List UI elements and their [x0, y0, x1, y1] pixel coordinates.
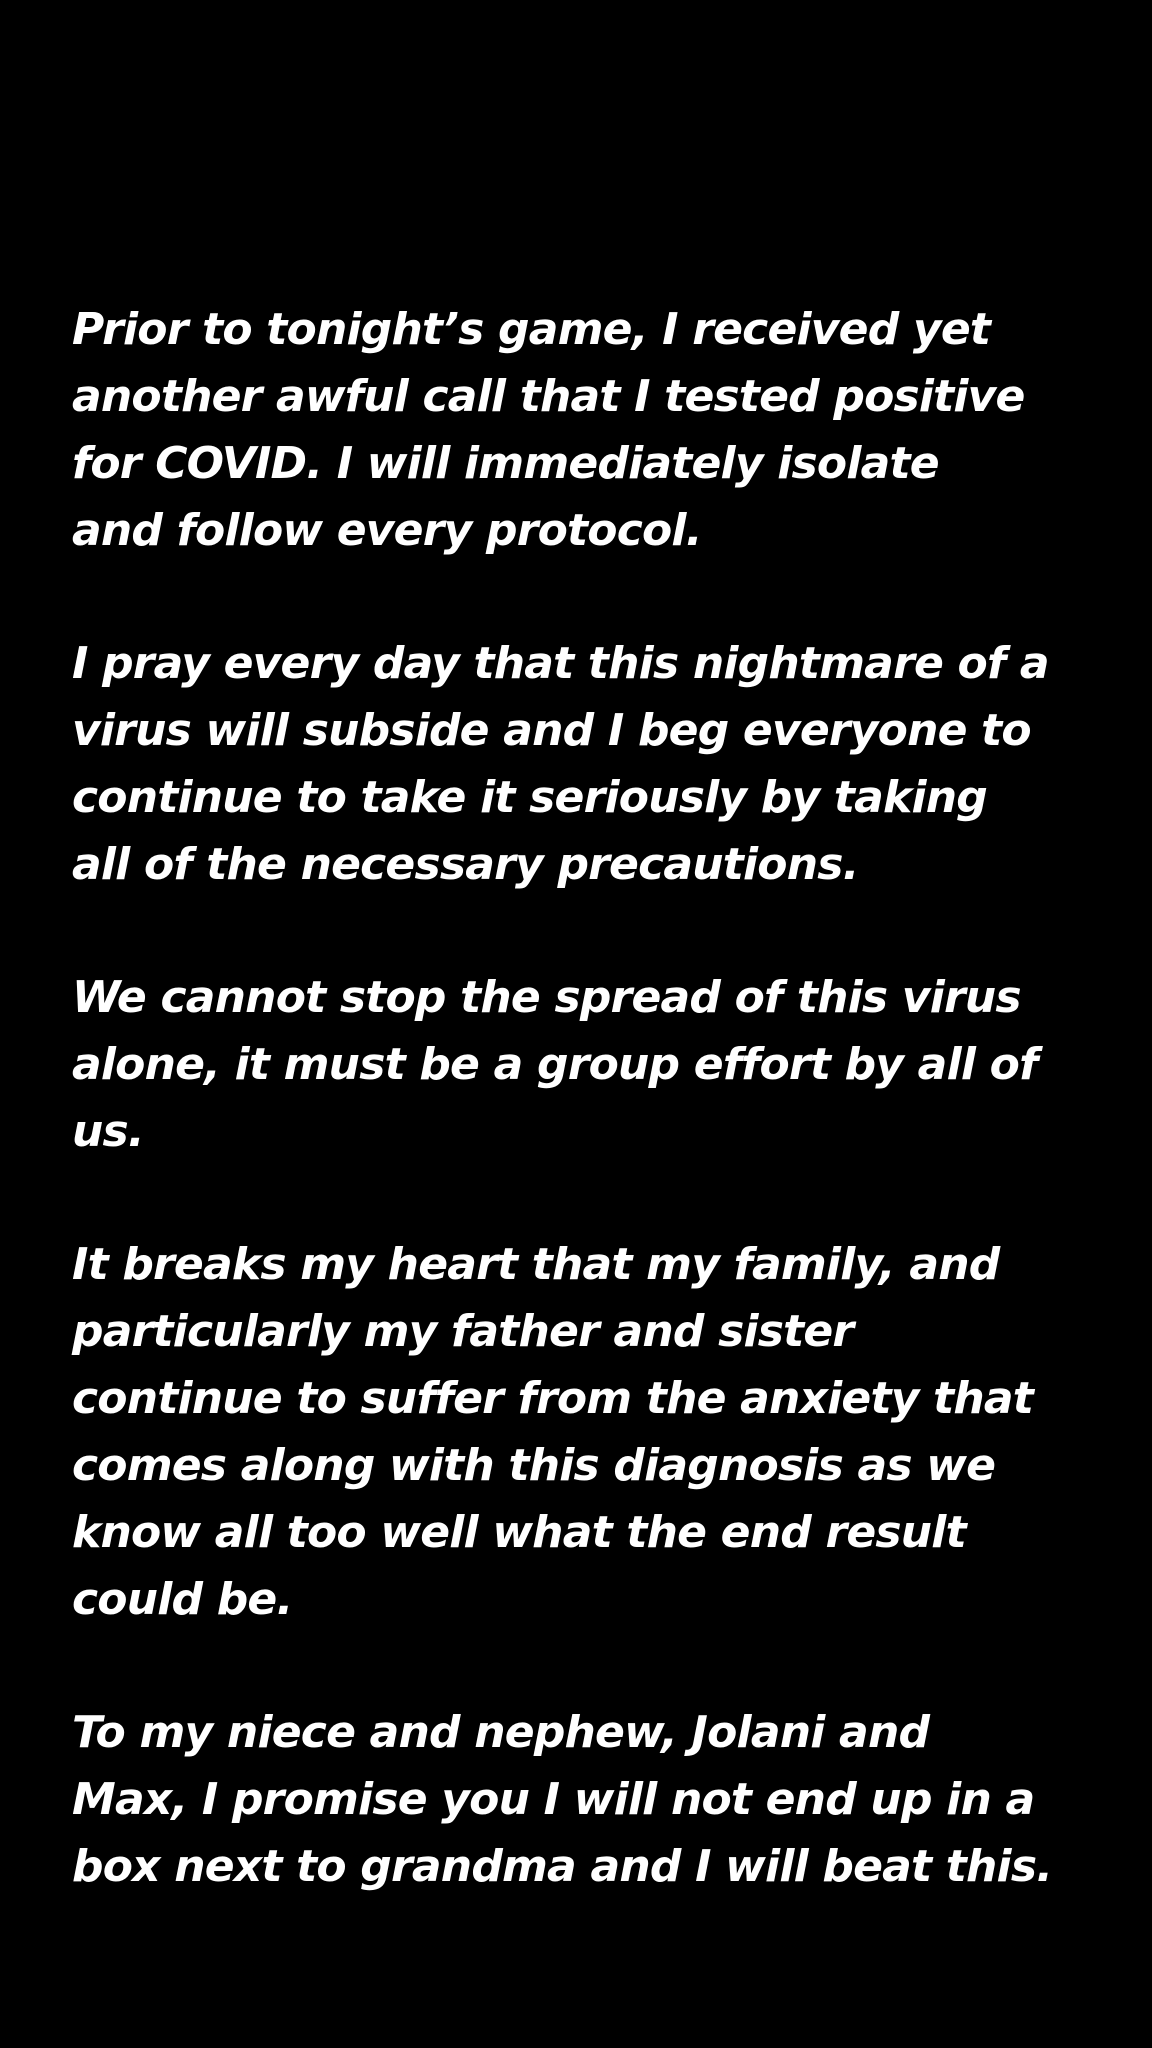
statement-paragraph-promise: To my niece and nephew, Jolani and Max, I promise you I will not end up in a box next to grandma and I will beat this. — [72, 1707, 1053, 1892]
statement-paragraph-group-effort: We cannot stop the spread of this virus alone, it must be a group effort by all of us. — [72, 972, 1038, 1157]
statement-text-block — [72, 296, 1112, 1900]
statement-paragraph-family: It breaks my heart that my family, and particularly my father and sister continue to suffer from the anxiety that comes along with this diagnosis as we know all too well what the end result could be. — [72, 1239, 1033, 1625]
statement-paragraph-prayer: I pray every day that this nightmare of a virus will subside and I beg everyone to continue to take it seriously by taking all of the necessary precautions. — [72, 638, 1049, 890]
statement-paragraph-covid-positive: Prior to tonight’s game, I received yet another awful call that I tested positive for COVID. I will immediately isolate and follow every protocol. — [72, 304, 1025, 556]
